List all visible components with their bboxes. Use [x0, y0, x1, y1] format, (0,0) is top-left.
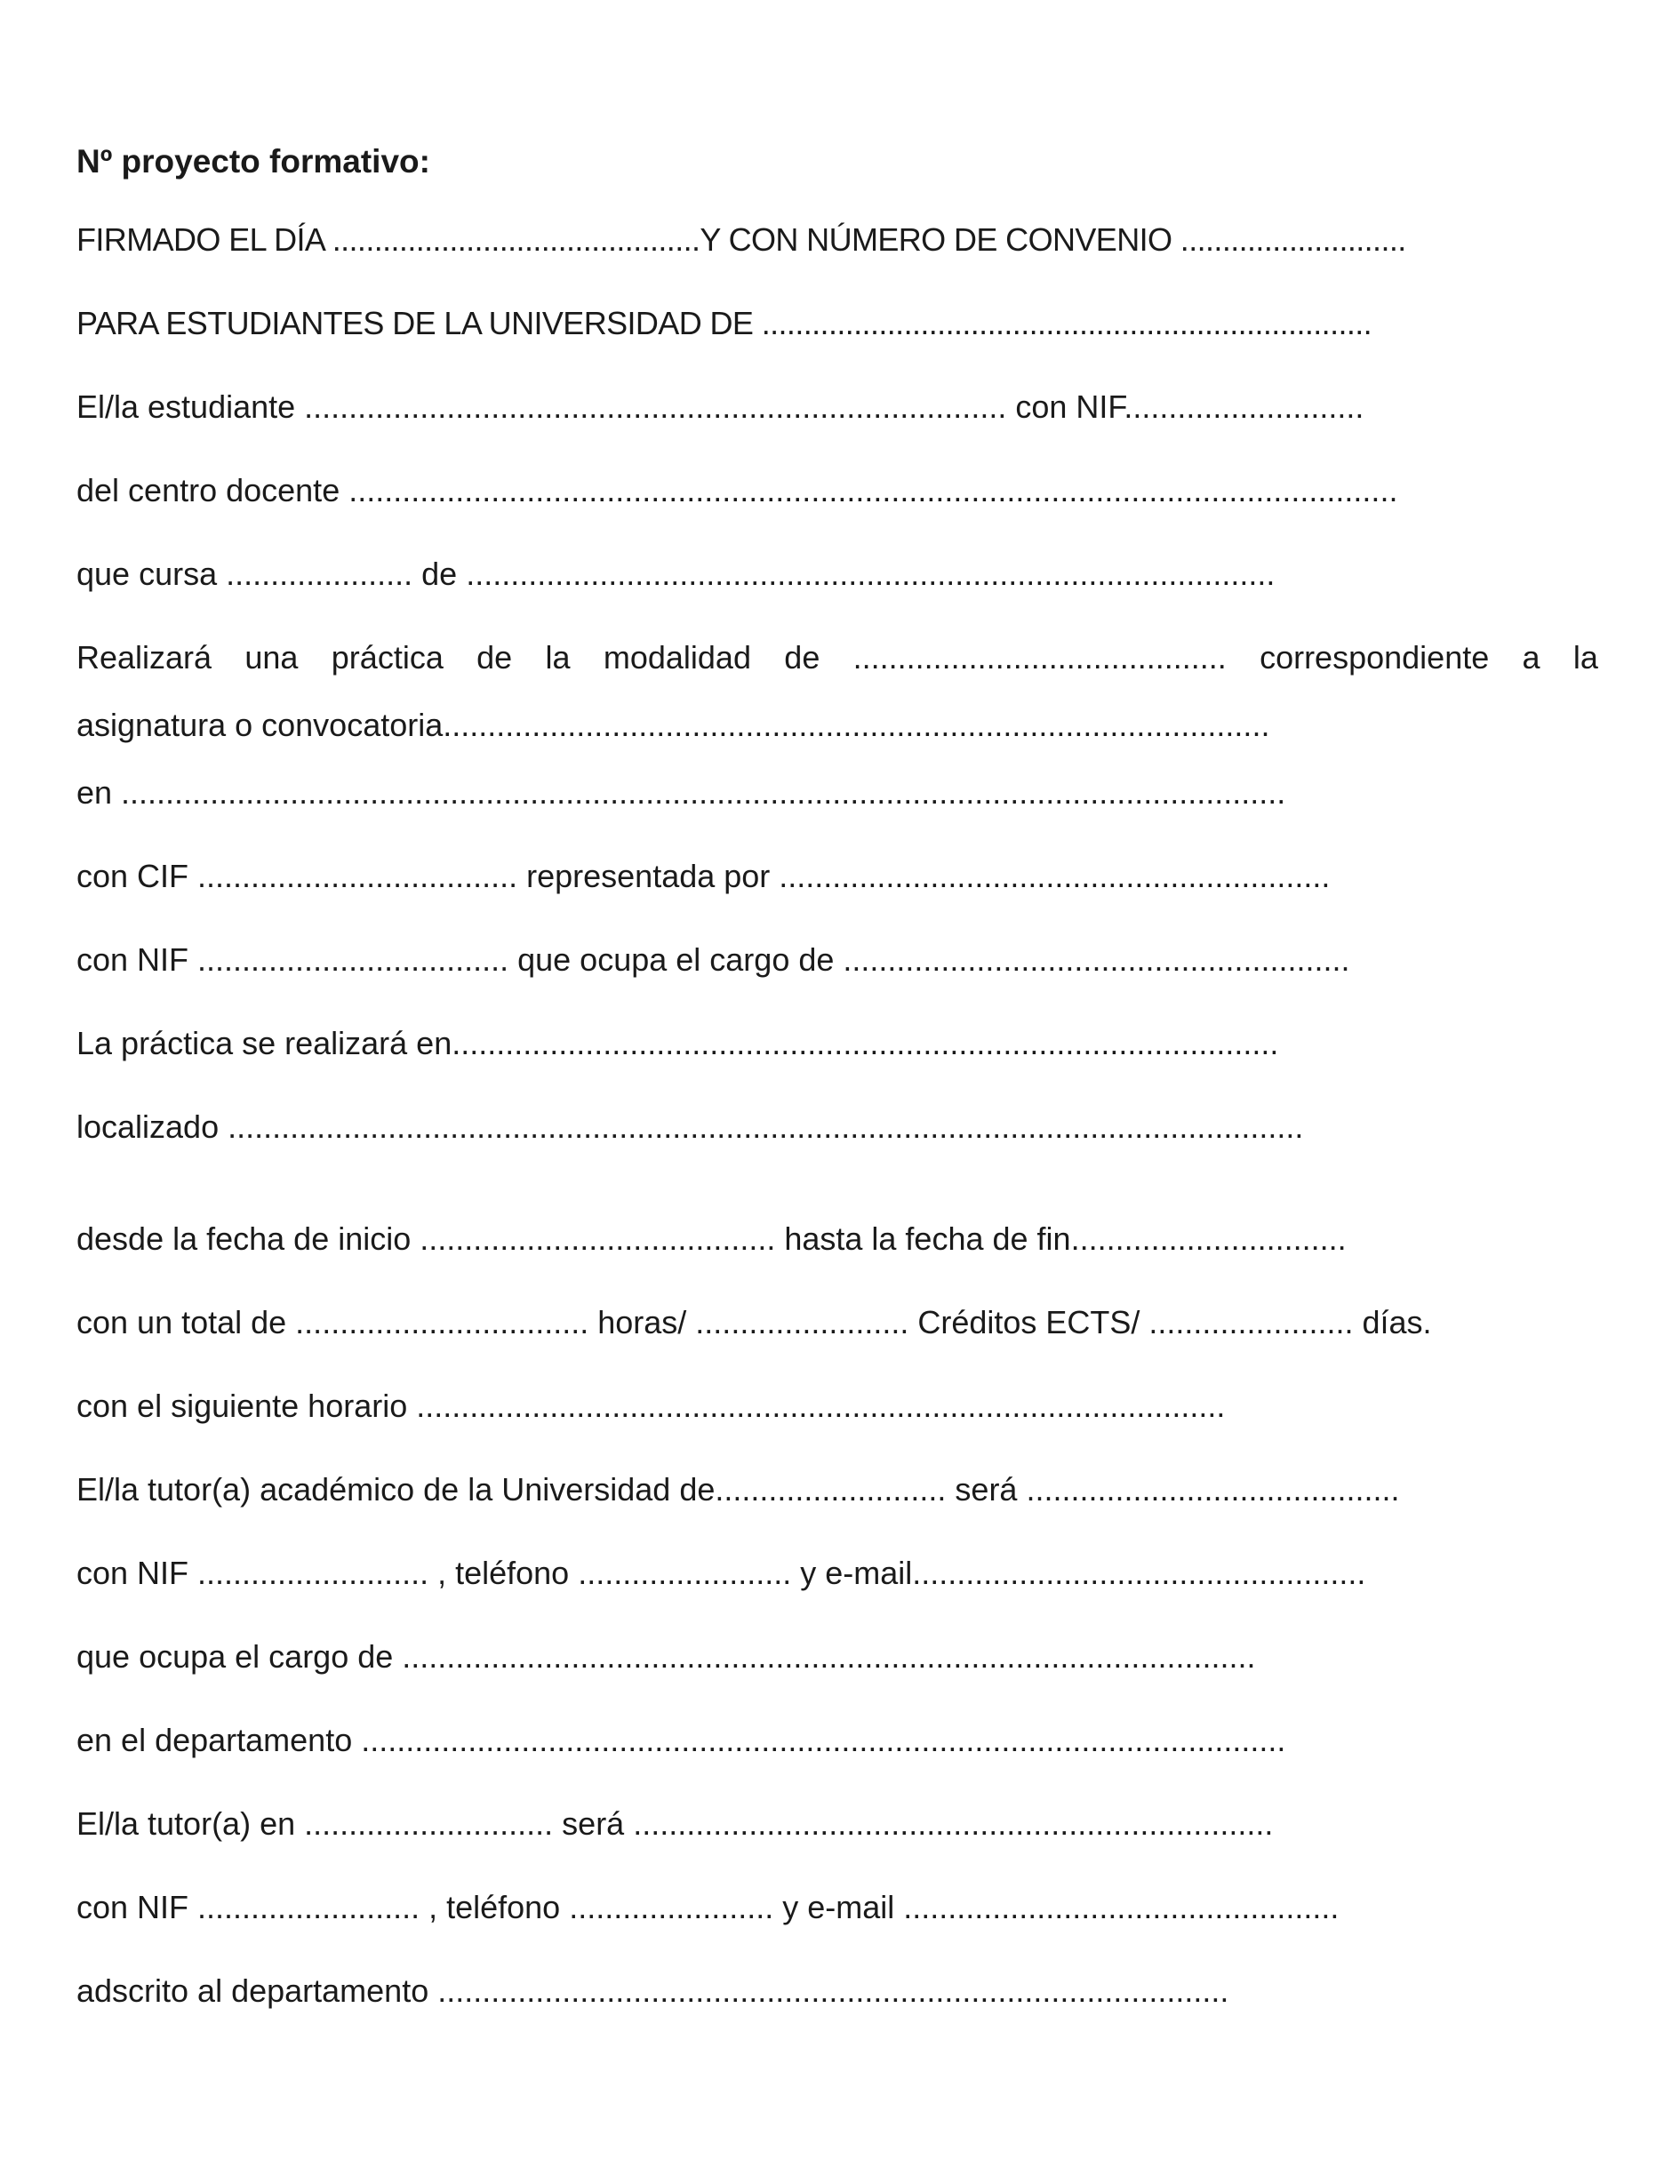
modality-word: la — [545, 639, 571, 676]
modality-blank: .......................................... — [852, 639, 1227, 676]
modality-word: práctica — [331, 639, 444, 676]
company-line: en ................................................................................................................................... — [76, 774, 1286, 811]
modality-word: correspondiente — [1260, 639, 1490, 676]
department-line: en el departamento ........................................................................................................ — [76, 1722, 1286, 1758]
modality-word: a — [1522, 639, 1540, 676]
academic-tutor-line: El/la tutor(a) académico de la Universidad de.......................... será .......................................... — [76, 1471, 1400, 1508]
academic-tutor-position-line: que ocupa el cargo de ................................................................................................ — [76, 1638, 1256, 1675]
hours-credits-line: con un total de ................................. horas/ ........................ Créditos ECTS/ ....................... días. — [76, 1304, 1432, 1340]
modality-word: una — [244, 639, 299, 676]
assigned-department-line: adscrito al departamento ......................................................................................... — [76, 1972, 1229, 2009]
student-line: El/la estudiante ............................................................................... con NIF........................... — [76, 388, 1364, 425]
academic-tutor-contact-line: con NIF .......................... , teléfono ........................ y e-mail................................................... — [76, 1555, 1366, 1591]
university-line: PARA ESTUDIANTES DE LA UNIVERSIDAD DE ......................................................................... — [76, 305, 1372, 341]
company-tutor-line: El/la tutor(a) en ............................ será ........................................................................ — [76, 1805, 1274, 1842]
modality-line — [76, 638, 1598, 677]
schedule-line: con el siguiente horario ........................................................................................... — [76, 1388, 1226, 1424]
cif-line: con CIF .................................... representada por .............................................................. — [76, 858, 1331, 894]
modality-word: la — [1572, 639, 1598, 676]
modality-word: de — [476, 639, 513, 676]
subject-line: asignatura o convocatoria............................................................................................. — [76, 707, 1270, 743]
dates-line: desde la fecha de inicio ........................................ hasta la fecha de fin............................... — [76, 1220, 1347, 1257]
form-title: Nº proyecto formativo: — [76, 143, 430, 180]
teaching-center-line: del centro docente ...................................................................................................................... — [76, 472, 1398, 508]
modality-word: Realizará — [76, 639, 212, 676]
company-tutor-contact-line: con NIF ......................... , teléfono ....................... y e-mail ................................................. — [76, 1889, 1340, 1925]
modality-word: modalidad — [603, 639, 751, 676]
representative-nif-line: con NIF ................................... que ocupa el cargo de ......................................................... — [76, 941, 1350, 978]
signed-date-line: FIRMADO EL DÍA ............................................Y CON NÚMERO DE CONVENIO ........................... — [76, 221, 1406, 258]
location-line: localizado ......................................................................................................................... — [76, 1108, 1304, 1145]
studies-line: que cursa ..................... de ........................................................................................... — [76, 556, 1276, 592]
modality-word: de — [784, 639, 820, 676]
practice-place-line: La práctica se realizará en............................................................................................. — [76, 1025, 1279, 1061]
